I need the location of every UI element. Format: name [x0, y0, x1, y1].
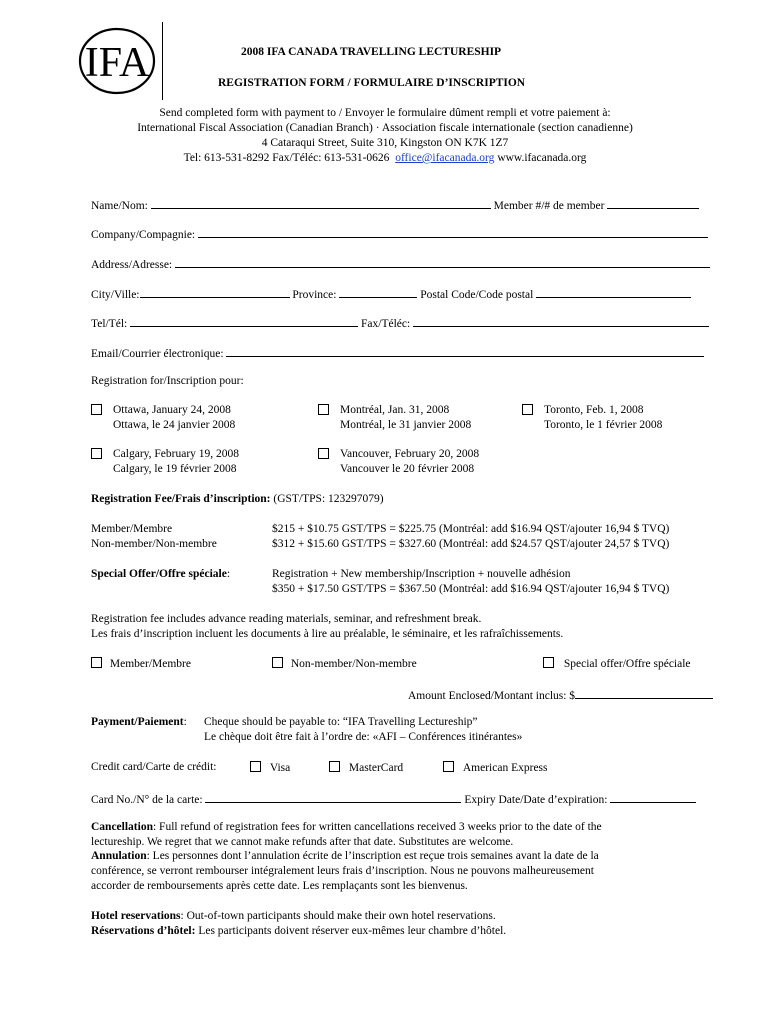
province-field[interactable] — [339, 286, 417, 298]
nonmember-fee-value: $312 + $15.60 GST/TPS = $327.60 (Montréal: add $24.57 QST/ajouter 24,57 $ TVQ) — [272, 538, 670, 550]
hotel-en-text: : Out-of-town participants should make their own hotel reservations. — [180, 910, 496, 922]
special-offer-colon: : — [226, 568, 231, 580]
nonmember-fee-label: Non-member/Non-membre — [91, 538, 217, 550]
name-row — [91, 197, 699, 212]
fee-heading-bold: Registration Fee/Frais d’inscription: — [91, 493, 271, 505]
cancellation-en-line1 — [91, 821, 602, 833]
checkbox-nonmember[interactable] — [272, 657, 283, 668]
option-montreal-en: Montréal, Jan. 31, 2008 — [340, 404, 450, 416]
company-label: Company/Compagnie: — [91, 229, 196, 241]
payment-colon: : — [183, 716, 187, 728]
phone-row — [91, 315, 709, 330]
annulation-fr-text1: : Les personnes dont l’annulation écrite de l’inscription est reçue trois semaines avant la date de la — [146, 850, 599, 862]
header-divider — [162, 22, 163, 100]
hotel-fr — [91, 925, 506, 937]
option-toronto-fr: Toronto, le 1 février 2008 — [544, 419, 663, 431]
fax-label: Fax/Téléc: — [361, 318, 411, 330]
annulation-fr-line1 — [91, 850, 599, 862]
card-number-label: Card No./N° de la carte: — [91, 794, 203, 806]
checkbox-visa[interactable] — [250, 761, 261, 772]
payment-label — [91, 716, 187, 728]
choice-member-label: Member/Membre — [109, 658, 191, 670]
special-offer-line2: $350 + $17.50 GST/TPS = $367.50 (Montréal: add $16.94 QST/ajouter 16,94 $ TVQ) — [272, 583, 670, 595]
option-vancouver — [318, 448, 480, 475]
postal-field[interactable] — [536, 286, 691, 298]
credit-card-label: Credit card/Carte de crédit: — [91, 761, 217, 773]
amount-row — [408, 687, 713, 702]
choice-nonmember — [272, 657, 417, 670]
option-ottawa — [91, 404, 236, 431]
email-field[interactable] — [226, 345, 704, 357]
checkbox-member[interactable] — [91, 657, 102, 668]
fax-field[interactable] — [413, 315, 709, 327]
option-ottawa-en: Ottawa, January 24, 2008 — [113, 404, 231, 416]
annulation-fr-line2: conférence, se verront rembourser intégralement leurs frais d’inscription. Nous ne pouvons malheureusement — [91, 865, 594, 877]
special-offer-label — [91, 568, 230, 580]
card-number-row — [91, 791, 696, 806]
company-row — [91, 226, 708, 241]
member-fee-value: $215 + $10.75 GST/TPS = $225.75 (Montréal: add $16.94 QST/ajouter 16,94 $ TVQ) — [272, 523, 670, 535]
option-toronto-en: Toronto, Feb. 1, 2008 — [544, 404, 644, 416]
option-calgary-en: Calgary, February 19, 2008 — [113, 448, 240, 460]
expiry-field[interactable] — [610, 791, 696, 803]
option-montreal — [318, 404, 472, 431]
city-field[interactable] — [140, 286, 290, 298]
hotel-fr-heading: Réservations d’hôtel: — [91, 925, 196, 937]
email-row — [91, 345, 704, 360]
send-instructions: Send completed form with payment to / Envoyer le formulaire dûment rempli et votre paiement à: — [159, 107, 611, 119]
checkbox-amex[interactable] — [443, 761, 454, 772]
payment-cheque-en: Cheque should be payable to: “IFA Travelling Lectureship” — [204, 716, 478, 728]
choice-special — [543, 657, 691, 670]
address-field[interactable] — [175, 256, 710, 268]
option-vancouver-en: Vancouver, February 20, 2008 — [340, 448, 480, 460]
member-number-label: Member #/# de member — [493, 200, 605, 212]
checkbox-toronto[interactable] — [522, 404, 533, 415]
payment-label-text: Payment/Paiement — [91, 716, 184, 728]
contact-line — [0, 152, 770, 164]
hotel-fr-text: Les participants doivent réserver eux-mêmes leur chambre d’hôtel. — [195, 925, 507, 937]
province-label: Province: — [292, 289, 337, 301]
card-mastercard — [329, 761, 403, 774]
name-field[interactable] — [151, 197, 491, 209]
checkbox-vancouver[interactable] — [318, 448, 329, 459]
checkbox-montreal[interactable] — [318, 404, 329, 415]
amount-field[interactable] — [575, 687, 713, 699]
expiry-label: Expiry Date/Date d’expiration: — [464, 794, 608, 806]
annulation-fr-line3: accorder de remboursements après cette date. Les remplaçants sont les bienvenus. — [91, 880, 468, 892]
special-offer-line1: Registration + New membership/Inscription + nouvelle adhésion — [272, 568, 571, 580]
cancellation-heading: Cancellation — [91, 821, 153, 833]
option-calgary — [91, 448, 240, 475]
choice-nonmember-label: Non-member/Non-membre — [290, 658, 417, 670]
member-number-field[interactable] — [607, 197, 699, 209]
amex-label: American Express — [462, 762, 548, 774]
card-visa — [250, 761, 290, 774]
option-toronto — [522, 404, 663, 431]
city-label: City/Ville: — [91, 289, 140, 301]
org-address: 4 Cataraqui Street, Suite 310, Kingston ON K7K 1Z7 — [261, 137, 509, 149]
tel-field[interactable] — [130, 315, 358, 327]
website-link[interactable]: www.ifacanada.org — [497, 152, 587, 164]
fee-heading-gst: (GST/TPS: 123297079) — [270, 493, 384, 505]
email-link[interactable]: office@ifacanada.org — [395, 152, 495, 164]
member-fee-label: Member/Membre — [91, 523, 173, 535]
phone-fax: Tel: 613-531-8292 Fax/Téléc: 613-531-0626 — [183, 152, 390, 164]
form-title: 2008 IFA CANADA TRAVELLING LECTURESHIP — [241, 46, 502, 58]
option-calgary-fr: Calgary, le 19 février 2008 — [113, 463, 237, 475]
card-amex — [443, 761, 548, 774]
hotel-en — [91, 910, 496, 922]
checkbox-special[interactable] — [543, 657, 554, 668]
includes-fr: Les frais d’inscription incluent les documents à lire au préalable, le séminaire, et les rafraîchissements. — [91, 628, 564, 640]
cancellation-en-line2: lectureship. We regret that we cannot make refunds after that date. Substitutes are welcome. — [91, 836, 514, 848]
name-label: Name/Nom: — [91, 200, 148, 212]
amount-label: Amount Enclosed/Montant inclus: $ — [408, 690, 576, 702]
postal-label: Postal Code/Code postal — [420, 289, 534, 301]
org-name: International Fiscal Association (Canadian Branch) · Association fiscale internationale (section canadienne) — [137, 122, 633, 134]
special-offer-label-text: Special Offer/Offre spéciale — [91, 568, 227, 580]
visa-label: Visa — [269, 762, 291, 774]
includes-en: Registration fee includes advance reading materials, seminar, and refreshment break. — [91, 613, 482, 625]
registration-heading: Registration for/Inscription pour: — [91, 375, 244, 387]
email-label: Email/Courrier électronique: — [91, 348, 224, 360]
company-field[interactable] — [198, 226, 708, 238]
checkbox-calgary[interactable] — [91, 448, 102, 459]
choice-member — [91, 657, 191, 670]
address-row — [91, 256, 710, 271]
card-number-field[interactable] — [205, 791, 461, 803]
mastercard-label: MasterCard — [348, 762, 404, 774]
address-label: Address/Adresse: — [91, 259, 173, 271]
tel-label: Tel/Tél: — [91, 318, 128, 330]
cancellation-en-text1: : Full refund of registration fees for written cancellations received 3 weeks prior to the date of the — [152, 821, 602, 833]
form-subtitle: REGISTRATION FORM / FORMULAIRE D’INSCRIPTION — [218, 77, 526, 89]
option-vancouver-fr: Vancouver le 20 février 2008 — [340, 463, 475, 475]
option-ottawa-fr: Ottawa, le 24 janvier 2008 — [113, 419, 236, 431]
choice-special-label: Special offer/Offre spéciale — [563, 658, 691, 670]
city-row — [91, 286, 691, 301]
hotel-en-heading: Hotel reservations — [91, 910, 181, 922]
ifa-logo — [76, 26, 158, 96]
option-montreal-fr: Montréal, le 31 janvier 2008 — [340, 419, 472, 431]
checkbox-ottawa[interactable] — [91, 404, 102, 415]
checkbox-mastercard[interactable] — [329, 761, 340, 772]
annulation-heading: Annulation — [91, 850, 147, 862]
fee-heading — [91, 493, 384, 505]
logo-text: IFA — [84, 40, 150, 86]
payment-cheque-fr: Le chèque doit être fait à l’ordre de: «AFI – Conférences itinérantes» — [204, 731, 523, 743]
